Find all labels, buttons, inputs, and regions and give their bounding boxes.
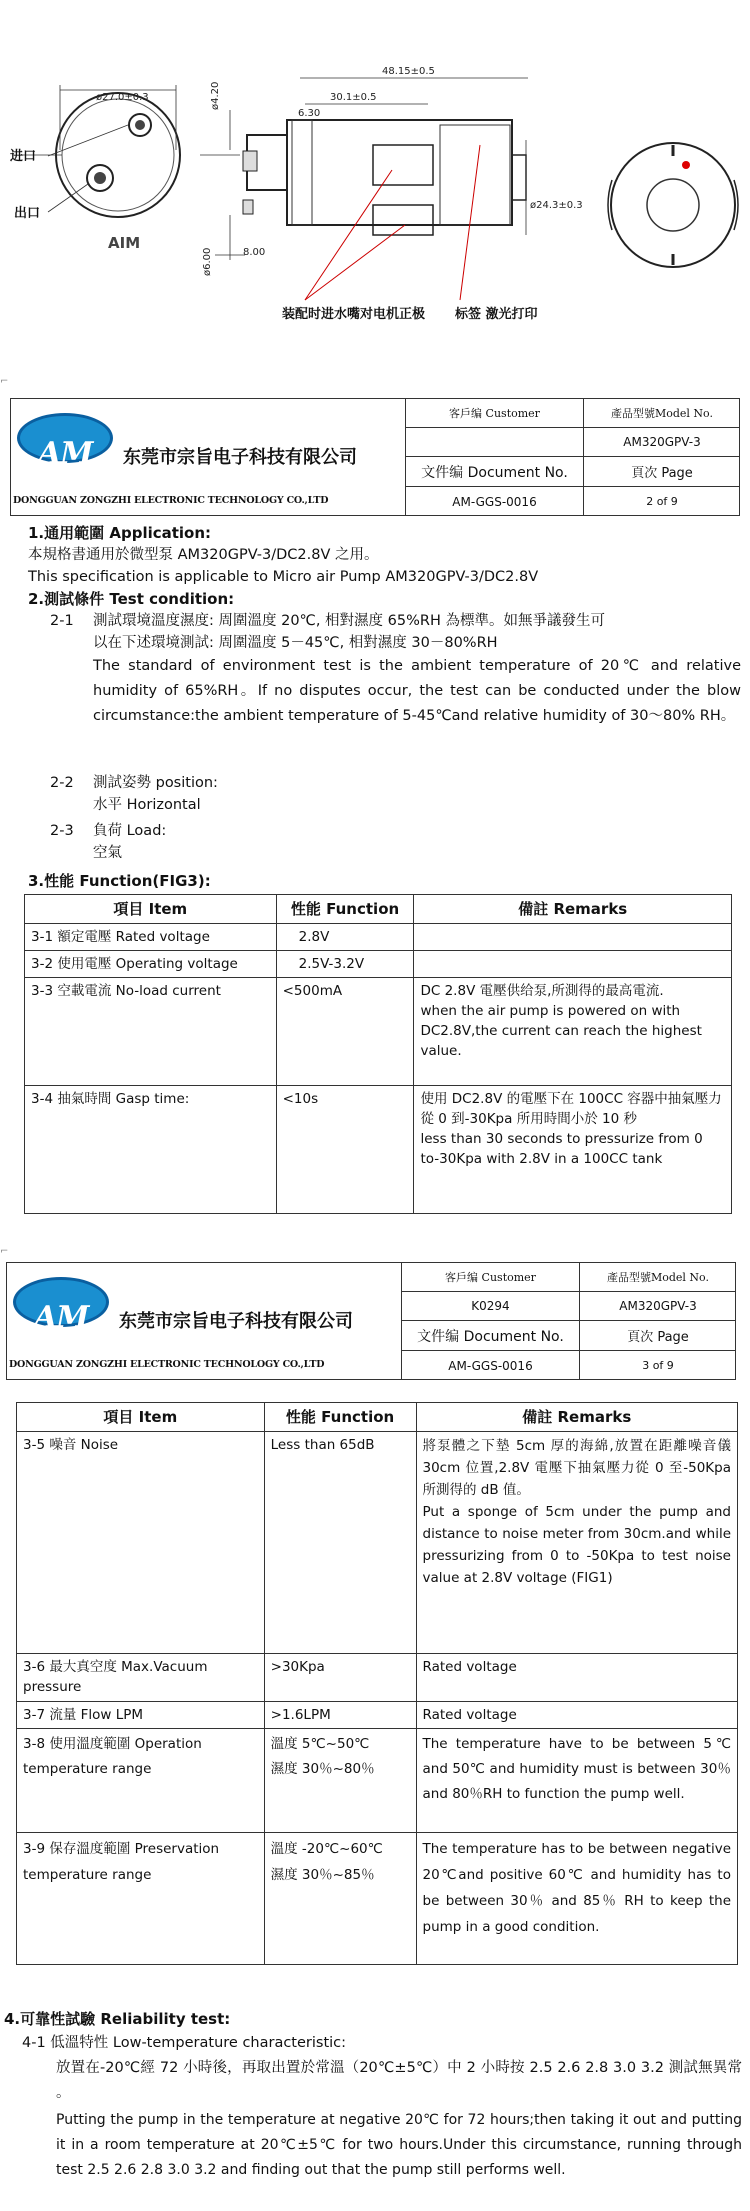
subsection-title: 4-1 低溫特性 Low-temperature characteristic: (22, 2035, 347, 2051)
item-cell: 3-3 空載電流 No-load current (25, 978, 277, 1086)
function-cell: <500mA (276, 978, 414, 1086)
item-cell: 3-7 流量 Flow LPM (17, 1702, 265, 1729)
dim-diameter-6-00: ø6.00 (202, 247, 213, 276)
function-cell: 2.8V (276, 924, 414, 951)
paragraph: 測試姿勢 position: (93, 775, 218, 791)
function-cell: Less than 65dB (264, 1432, 416, 1654)
col-header: 性能 Function (264, 1403, 416, 1432)
function-cell: >30Kpa (264, 1654, 416, 1702)
remark-cell: 將泵體之下墊 5cm 厚的海綿,放置在距離噪音儀 30cm 位置,2.8V 電壓下抽氣壓力從 0 至-50Kpa 所測得的 dB 值。 Put a sponge of 5cm under the pump and distance to noise meter from 30cm.and while pressurizing from 0 to -50Kpa to test noise value at 2.8V voltage (FIG1) (416, 1432, 738, 1654)
item-cell: 3-1 額定電壓 Rated voltage (25, 924, 277, 951)
customer-value: K0294 (402, 1292, 580, 1321)
clause-2-2 (93, 772, 493, 816)
paragraph: 空氣 (93, 845, 122, 861)
remark-cell (414, 951, 732, 978)
company-logo: AM (17, 413, 113, 463)
remark-cell: The temperature has to be between negative 20℃and positive 60℃ and humidity has to be between 30％ and 85％ RH to keep the pump in a good condition. (416, 1833, 738, 1965)
doc-info-grid (406, 399, 740, 515)
dim-length-48: 48.15±0.5 (382, 66, 435, 77)
table-row (17, 1833, 738, 1965)
clause-num: 2-3 (50, 823, 74, 839)
model-label: 產品型號Model No. (584, 399, 740, 428)
paragraph: Putting the pump in the temperature at negative 20℃ for 72 hours;then taking it out and putting it in a room temperature at 20℃±5℃ for two hours.Under this circumstance, running through test 2.5 2.6 2.8 3.0 3.2 and finding out that the pump still performs well. (56, 2112, 742, 2178)
dim-length-30: 30.1±0.5 (330, 92, 377, 103)
paragraph: 負荷 Load: (93, 823, 167, 839)
customer-value (406, 428, 584, 457)
clause-2-1 (93, 610, 741, 729)
doc-info-grid (402, 1263, 736, 1379)
page3-header (6, 1262, 736, 1380)
page-label: 頁次 Page (580, 1321, 736, 1351)
item-cell: 3-2 使用電壓 Operating voltage (25, 951, 277, 978)
dim-diameter-24: ø24.3±0.3 (530, 200, 583, 211)
table-row (25, 951, 732, 978)
section-application (28, 522, 728, 610)
function-table-1 (24, 894, 732, 1214)
remark-cell: The temperature have to be between 5℃ and 50℃ and humidity must is between 30％ and 80％RH to function the pump well. (416, 1729, 738, 1833)
table-row (17, 1702, 738, 1729)
table-row (17, 1729, 738, 1833)
logo-mark: AIM (108, 234, 141, 252)
company-name-cn: 东莞市宗旨电子科技有限公司 (119, 1311, 353, 1332)
clause-2-3 (93, 820, 493, 864)
item-cell: 3-5 噪音 Noise (17, 1432, 265, 1654)
label-outlet: 出口 (14, 206, 41, 221)
doc-label: 文件编 Document No. (406, 457, 584, 487)
model-value: AM320GPV-3 (584, 428, 740, 457)
customer-label: 客戶编 Customer (402, 1263, 580, 1292)
clause-num: 2-1 (50, 613, 74, 629)
item-cell: 3-4 抽氣時間 Gasp time: (25, 1086, 277, 1214)
section-title: 4.可靠性試驗 Reliability test: (4, 2010, 231, 2028)
table-row (25, 1086, 732, 1214)
paragraph: This specification is applicable to Micro air Pump AM320GPV-3/DC2.8V (28, 569, 539, 585)
model-label: 產品型號Model No. (580, 1263, 736, 1292)
col-header: 備註 Remarks (416, 1403, 738, 1432)
doc-value: AM-GGS-0016 (402, 1351, 580, 1380)
technical-drawing (0, 0, 750, 370)
note-label: 标签 激光打印 (455, 307, 538, 322)
company-name-en: DONGGUAN ZONGZHI ELECTRONIC TECHNOLOGY CO.,LTD (13, 495, 329, 506)
label-inlet: 进口 (10, 149, 37, 164)
dim-length-6-30: 6.30 (298, 108, 321, 119)
page-marker: ⌐ (0, 1246, 9, 1257)
company-logo: AM (13, 1277, 109, 1327)
function-cell: 溫度 5℃~50℃ 濕度 30％~80％ (264, 1729, 416, 1833)
page-value: 3 of 9 (642, 1359, 674, 1372)
col-header: 性能 Function (276, 895, 414, 924)
paragraph: 測試環境溫度濕度: 周圍溫度 20℃, 相對濕度 65%RH 為標準。如無爭議發生可 (93, 613, 605, 629)
table-header-row (17, 1403, 738, 1432)
company-block (11, 399, 406, 515)
section-title: 1.通用範圍 Application: (28, 524, 212, 542)
section-title: 2.測試條件 Test condition: (28, 590, 235, 608)
remark-cell: 使用 DC2.8V 的電壓下在 100CC 容器中抽氣壓力從 0 到-30Kpa 所用時間小於 10 秒 less than 30 seconds to pressurize from 0 to-30Kpa with 2.8V in a 100CC tank (414, 1086, 732, 1214)
function-cell: 溫度 -20℃~60℃ 濕度 30％~85％ (264, 1833, 416, 1965)
col-header: 項目 Item (25, 895, 277, 924)
dim-diameter-4-20: ø4.20 (210, 81, 221, 110)
side-view-drawing (200, 78, 528, 260)
remark-cell: DC 2.8V 電壓供给泵,所測得的最高電流. when the air pump is powered on with DC2.8V,the current can reach the highest value. (414, 978, 732, 1086)
remark-cell: Rated voltage (416, 1654, 738, 1702)
doc-value: AM-GGS-0016 (406, 487, 584, 516)
item-cell: 3-8 使用溫度範圍 Operation temperature range (17, 1729, 265, 1833)
doc-label: 文件编 Document No. (402, 1321, 580, 1351)
company-block (7, 1263, 402, 1379)
function-cell: >1.6LPM (264, 1702, 416, 1729)
note-assembly: 装配时进水嘴对电机正极 (282, 307, 426, 322)
table-header-row (25, 895, 732, 924)
model-value: AM320GPV-3 (580, 1292, 736, 1321)
table-row (25, 924, 732, 951)
paragraph: The standard of environment test is the ambient temperature of 20℃ and relative humidity of 65%RH。If no disputes occur, the test can be conducted under the blow circumstance:the ambient temperature of 5-45℃and relative humidity of 30～80% RH。 (93, 658, 741, 724)
col-header: 備註 Remarks (414, 895, 732, 924)
paragraph: 水平 Horizontal (93, 797, 201, 813)
page-label: 頁次 Page (584, 457, 740, 487)
paragraph: 以在下述環境測試: 周圍溫度 5－45℃, 相對濕度 30－80%RH (93, 635, 498, 651)
front-view-drawing (20, 85, 180, 217)
page-value: 2 of 9 (646, 495, 678, 508)
dim-length-8: 8.00 (243, 247, 266, 258)
company-name-cn: 东莞市宗旨电子科技有限公司 (123, 447, 357, 468)
section-title: 3.性能 Function(FIG3): (28, 872, 211, 890)
table-row (17, 1654, 738, 1702)
page-marker: ⌐ (0, 376, 9, 387)
function-cell: 2.5V-3.2V (276, 951, 414, 978)
remark-cell (414, 924, 732, 951)
paragraph: 本規格書通用於微型泵 AM320GPV-3/DC2.8V 之用。 (28, 547, 379, 563)
company-name-en: DONGGUAN ZONGZHI ELECTRONIC TECHNOLOGY CO.,LTD (9, 1359, 325, 1370)
function-table-2 (16, 1402, 738, 1965)
page2-header (10, 398, 740, 516)
rear-view-drawing (608, 143, 738, 267)
clause-num: 2-2 (50, 775, 74, 791)
item-cell: 3-6 最大真空度 Max.Vacuum pressure (17, 1654, 265, 1702)
remark-cell: Rated voltage (416, 1702, 738, 1729)
col-header: 項目 Item (17, 1403, 265, 1432)
function-cell: <10s (276, 1086, 414, 1214)
table-row (17, 1432, 738, 1654)
item-cell: 3-9 保存溫度範圍 Preservation temperature range (17, 1833, 265, 1965)
dim-diameter-27: ø27.0±0.3 (96, 92, 149, 103)
paragraph: 放置在-20℃經 72 小時後，再取出置於常溫（20℃±5℃）中 2 小時按 2.5 2.6 2.8 3.0 3.2 測試無異常 。 (56, 2060, 742, 2101)
table-row (25, 978, 732, 1086)
customer-label: 客戶编 Customer (406, 399, 584, 428)
